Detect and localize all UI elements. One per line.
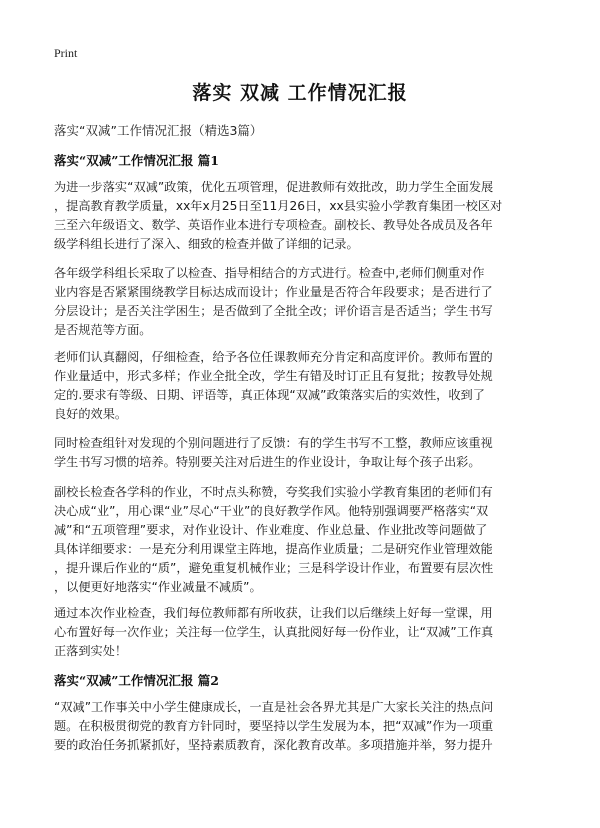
paragraph-1-3 bbox=[54, 348, 554, 424]
text-line: 学生书写习惯的培养。特别要关注对后进生的作业设计，争取让每个孩子出彩。 bbox=[54, 455, 481, 469]
text-line: 副校长检查各学科的作业，不时点头称赞，夸奖我们实验小学教育集团的老师们有 bbox=[54, 485, 493, 499]
text-line: 具体详细要求：一是充分利用课堂主阵地，提高作业质量；二是研究作业管理效能 bbox=[54, 542, 493, 556]
text-line: 题。在积极贯彻党的教育方针同时，要坚持以学生发展为本，把“双减”作为一项重 bbox=[54, 719, 494, 733]
text-line: 定的.要求有等级、日期、评语等，真正体现“双减”政策落实后的实效性，收到了 bbox=[54, 388, 485, 402]
text-line: 老师们认真翻阅，仔细检查，给予各位任课教师充分肯定和高度评价。教师布置的 bbox=[54, 350, 493, 364]
text-line: 决心成“业”，用心课“业”尽心“干业”的良好教学作风。他特别强调要严格落实“双 bbox=[54, 504, 489, 518]
text-line: 要的政治任务抓紧抓好，坚持素质教育，深化教育改革。多项措施并举，努力提升 bbox=[54, 738, 493, 752]
text-line: 三至六年级语文、数学、英语作业本进行专项检查。副校长、教导处各成员及各年 bbox=[54, 218, 493, 232]
text-line: 是否规范等方面。 bbox=[54, 323, 152, 337]
text-line: ，提升课后作业的“质”，避免重复机械作业；三是科学设计作业，布置要有层次性 bbox=[54, 561, 494, 575]
text-line: ，提高教育教学质量，xx年x月25日至11月26日，xx县实验小学教育集团一校区对 bbox=[54, 199, 503, 213]
text-line: 作业量适中，形式多样；作业全批全改，学生有错及时订正且有复批；按教导处规 bbox=[54, 369, 493, 383]
paragraph-1-6 bbox=[54, 604, 554, 661]
paragraph-1-1 bbox=[54, 178, 554, 254]
text-line: ，以便更好地落实“作业减量不减质”。 bbox=[54, 580, 262, 594]
text-line: 正落到实处！ bbox=[54, 644, 128, 658]
text-line: 减”和“五项管理”要求，对作业设计、作业难度、作业总量、作业批改等问题做了 bbox=[54, 523, 488, 537]
text-line: 业内容是否紧紧围绕教学目标达成而设计；作业量是否符合年段要求；是否进行了 bbox=[54, 285, 493, 299]
text-line: “双减”工作事关中小学生健康成长，一直是社会各界尤其是广大家长关注的热点问 bbox=[54, 700, 494, 714]
text-line: 通过本次作业检查，我们每位教师都有所收获，让我们以后继续上好每一堂课，用 bbox=[54, 606, 493, 620]
text-line: 心布置好每一次作业；关注每一位学生，认真批阅好每一份作业，让“双减”工作真 bbox=[54, 625, 494, 639]
text-line: 同时检查组针对发现的个别问题进行了反馈：有的学生书写不工整，教师应该重视 bbox=[54, 436, 493, 450]
paragraph-1-5 bbox=[54, 483, 554, 597]
paragraph-1-2 bbox=[54, 264, 554, 340]
document-title: 落实 双减 工作情况汇报 bbox=[192, 82, 408, 104]
text-line: 级学科组长进行了深入、细致的检查并做了详细的记录。 bbox=[54, 237, 359, 251]
section-heading-1: 落实“双减”工作情况汇报 篇1 bbox=[54, 153, 219, 168]
paragraph-2-1 bbox=[54, 698, 554, 755]
document-subtitle: 落实“双减”工作情况汇报（精选3篇） bbox=[54, 123, 263, 138]
text-line: 为进一步落实“双减”政策，优化五项管理，促进教师有效批改，助力学生全面发展 bbox=[54, 180, 494, 194]
text-line: 各年级学科组长采取了以检查、指导相结合的方式进行。检查中,老师们侧重对作 bbox=[54, 266, 485, 280]
text-line: 分层设计；是否关注学困生；是否做到了全批全改；评价语言是否适当；学生书写 bbox=[54, 304, 493, 318]
paragraph-1-4 bbox=[54, 434, 554, 472]
text-line: 良好的效果。 bbox=[54, 407, 128, 421]
print-label: Print bbox=[54, 46, 78, 60]
section-heading-2: 落实“双减”工作情况汇报 篇2 bbox=[54, 673, 219, 688]
